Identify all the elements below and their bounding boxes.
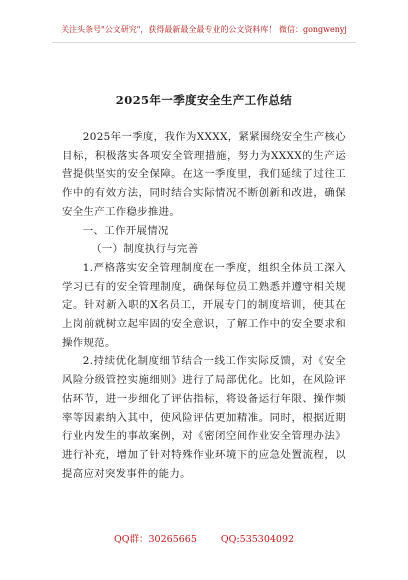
item-paragraph-2: 2.持续优化制度细节结合一线工作实际反馈，对《安全风险分级管控实施细则》进行了局部优化。比如，在风险评估环节，进一步细化了评估指标，将设备运行年限、操作频率等因素纳入其中，使风险评估更加精准。同时，根据近期行业内发生的事故案例，对《密闭空间作业安全管理办法》进行补充，增加了针对特殊作业环境下的应急处置流程，以提高应对突发事件的能力。 (62, 355, 346, 480)
contact-footer (0, 533, 408, 547)
qq-number: QQ:535304092 (220, 534, 295, 545)
section-heading: 一、工作开展情况 (82, 224, 169, 237)
header-divider (52, 42, 356, 43)
qq-group-number: QQ群：30265665 (113, 534, 197, 545)
document-body (62, 128, 346, 483)
subsection-heading: （一）制度执行与完善 (91, 243, 199, 256)
intro-paragraph: 2025年一季度，我作为XXXX，紧紧围绕安全生产核心目标，积极落实各项安全管理措施，努力为XXXX的生产运营提供坚实的安全保障。在这一季度里，我们延续了过往工作中的有效方法，同时结合实际情况不断创新和改进，确保安全生产工作稳步推进。 (62, 131, 346, 218)
promo-banner: 关注头条号"公文研究"，获得最新最全最专业的公文资料库！ 微信：gongwenyj (61, 25, 347, 34)
document-title: 2025年一季度安全生产工作总结 (115, 93, 293, 107)
item-paragraph-1: 1.严格落实安全管理制度在一季度，组织全体员工深入学习已有的安全管理制度，确保每位员工熟悉并遵守相关规定。针对新入职的X名员工，开展专门的制度培训，使其在上岗前就树立起牢固的安全意识，了解工作中的安全要求和操作规范。 (62, 261, 346, 349)
